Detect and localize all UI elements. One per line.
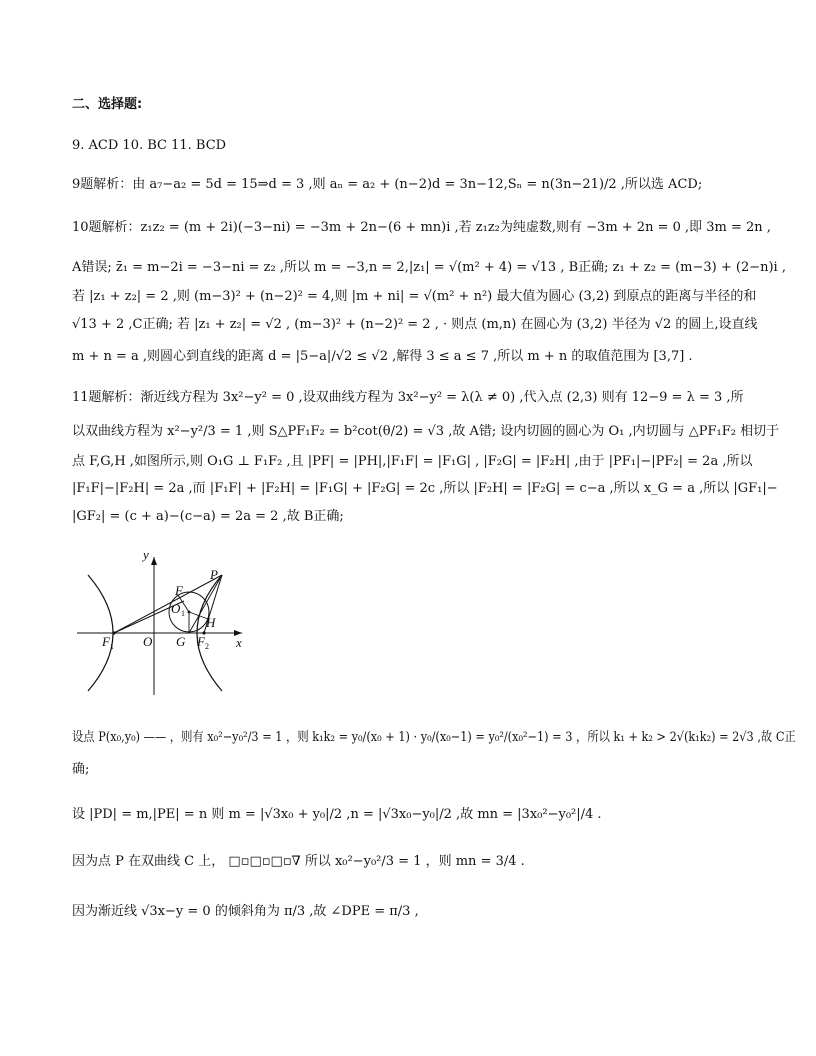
solution-11-line-6: 设点 P(x₀,y₀) —— ，则有 x₀²−y₀²/3 = 1 ，则 k₁k₂ = y₀/(x₀ + 1) · y₀/(x₀−1) = y₀²/(x₀²−1) = 3 ，所以 k₁ + k₂ > 2√(k₁k₂) = 2√3 ,故 C正 <box>72 730 796 745</box>
label-o1-subscript: 1 <box>181 609 185 618</box>
solution-10-line-5: m + n = a ,则圆心到直线的距离 d = |5−a|/√2 ≤ √2 ,解得 3 ≤ a ≤ 7 ,所以 m + n 的取值范围为 [3,7] . <box>72 349 693 364</box>
hyperbola-incircle-figure <box>72 545 252 700</box>
label-y: y <box>143 547 149 562</box>
y-axis-arrow <box>151 557 157 565</box>
solution-9-line-1: 9题解析：由 a₇−a₂ = 5d = 15⇒d = 3 ,则 aₙ = a₂ + (n−2)d = 3n−12,Sₙ = n(3n−21)/2 ,所以选 ACD; <box>72 177 703 192</box>
label-o1: O <box>171 601 181 616</box>
solution-10-line-3: 若 |z₁ + z₂| = 2 ,则 (m−3)² + (n−2)² = 4,则 |m + ni| = √(m² + n²) 最大值为圆心 (3,2) 到原点的距离与半径的和 <box>72 289 757 304</box>
answer-key: 9. ACD 10. BC 11. BCD <box>72 138 227 153</box>
label-origin: O <box>143 634 153 649</box>
solution-11-line-8: 设 |PD| = m,|PE| = n 则 m = |√3x₀ + y₀|/2 ,n = |√3x₀−y₀|/2 ,故 mn = |3x₀²−y₀²|/4 . <box>72 807 602 822</box>
point-f1 <box>112 631 115 634</box>
label-f1: F <box>102 634 110 649</box>
solution-11-line-3: 点 F,G,H ,如图所示,则 O₁G ⊥ F₁F₂ ,且 |PF| = |PH|,|F₁F| = |F₁G| , |F₂G| = |F₂H| ,由于 |PF₁|−|PF₂| = 2a ,所以 <box>72 454 753 469</box>
label-f: F <box>175 583 183 598</box>
label-f2: F <box>197 634 205 649</box>
solution-11-line-10: 因为渐近线 √3x−y = 0 的倾斜角为 π/3 ,故 ∠DPE = π/3 , <box>72 904 419 919</box>
label-x: x <box>236 635 242 650</box>
label-f1-subscript: 1 <box>110 642 114 651</box>
solution-10-line-4: √13 + 2 ,C正确; 若 |z₁ + z₂| = √2 , (m−3)² + (n−2)² = 2 , · 则点 (m,n) 在圆心为 (3,2) 半径为 √2 的圆上,设直线 <box>72 317 758 332</box>
label-f2-subscript: 2 <box>205 642 209 651</box>
label-h: H <box>206 615 216 630</box>
label-g: G <box>176 634 186 649</box>
solution-11-line-9: 因为点 P 在双曲线 C 上， □▫□▫□▫∇ 所以 x₀²−y₀²/3 = 1 ，则 mn = 3/4 . <box>72 854 525 869</box>
solution-11-line-1: 11题解析：渐近线方程为 3x²−y² = 0 ,设双曲线方程为 3x²−y² = λ(λ ≠ 0) ,代入点 (2,3) 则有 12−9 = λ = 3 ,所 <box>72 390 744 405</box>
solution-10-line-2: A错误; z̄₁ = m−2i = −3−ni = z₂ ,所以 m = −3,n = 2,|z₁| = √(m² + 4) = √13 , B正确; z₁ + z₂ = (m−3) + (2−n)i , <box>72 260 786 275</box>
solution-11-line-7: 确; <box>72 762 90 777</box>
solution-11-line-4: |F₁F|−|F₂H| = 2a ,而 |F₁F| + |F₂H| = |F₁G| + |F₂G| = 2c ,所以 |F₂H| = |F₂G| = c−a ,所以 x_G = a ,所以 |GF₁|− <box>72 481 778 496</box>
section-heading: 二、选择题: <box>72 97 143 112</box>
solution-11-line-5: |GF₂| = (c + a)−(c−a) = 2a = 2 ,故 B正确; <box>72 509 344 524</box>
solution-11-line-2: 以双曲线方程为 x²−y²/3 = 1 ,则 S△PF₁F₂ = b²cot(θ/2) = √3 ,故 A错; 设内切圆的圆心为 O₁ ,内切圆与 △PF₁F₂ 相切于 <box>72 424 780 439</box>
label-p: P <box>210 567 218 582</box>
point-o1 <box>188 611 191 614</box>
solution-10-line-1: 10题解析：z₁z₂ = (m + 2i)(−3−ni) = −3m + 2n−(6 + mn)i ,若 z₁z₂为纯虚数,则有 −3m + 2n = 0 ,即 3m = 2n , <box>72 220 771 235</box>
